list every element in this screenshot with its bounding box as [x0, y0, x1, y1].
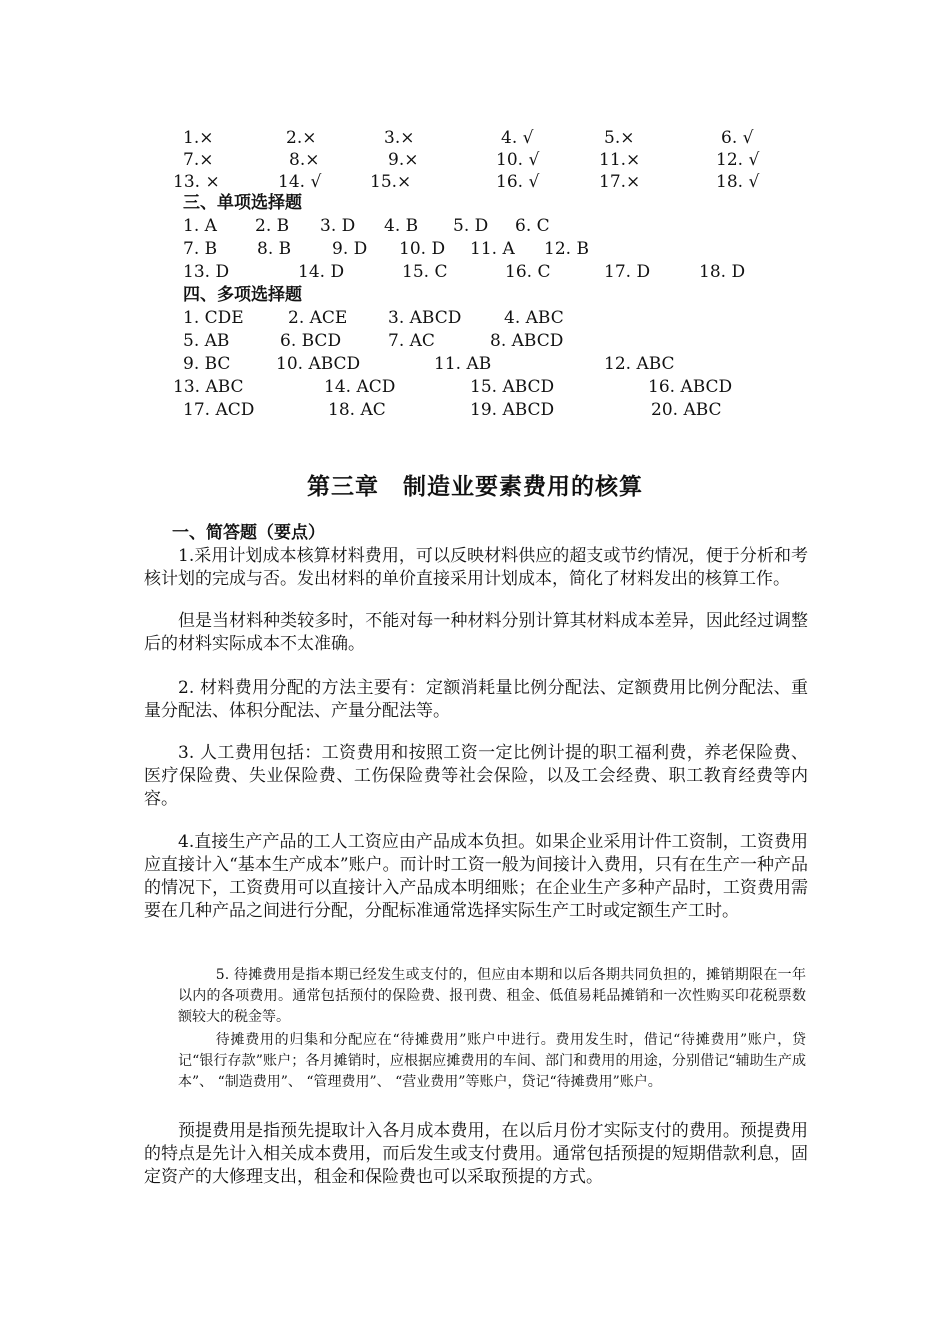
answer-paragraph-5: 5. 待摊费用是指本期已经发生或支付的，但应由本期和以后各期共同负担的，摊销期限在一年以内的各项费用。通常包括预付的保险费、报刊费、租金、低值易耗品摊销和一次性购买印花税票数额较大的税金等。	[178, 967, 806, 1025]
multi-answer: 13. ABC	[173, 377, 244, 397]
single-answer: 9. D	[332, 239, 368, 259]
single-answer: 4. B	[384, 216, 419, 236]
judge-answer: 8.×	[289, 150, 320, 170]
multi-answer: 4. ABC	[504, 308, 564, 328]
judge-answer: 5.×	[604, 128, 635, 148]
single-answer: 8. B	[257, 239, 292, 259]
single-answer: 13. D	[183, 262, 230, 282]
multi-answer: 5. AB	[183, 331, 230, 351]
judge-answer: 18. √	[716, 172, 760, 192]
multi-answer: 17. ACD	[183, 400, 255, 420]
multi-answer: 14. ACD	[324, 377, 396, 397]
answer-paragraph-accrued: 预提费用是指预先提取计入各月成本费用，在以后月份才实际支付的费用。预提费用的特点是先计入相关成本费用，而后发生或支付费用。通常包括预提的短期借款利息，固定资产的大修理支出，租金和保险费也可以采取预提的方式。	[144, 1121, 808, 1187]
multi-answer: 6. BCD	[280, 331, 342, 351]
judge-answer: 2.×	[286, 128, 317, 148]
judge-answer: 15.×	[370, 172, 412, 192]
chapter-title: 第三章 制造业要素费用的核算	[307, 473, 643, 500]
judge-answer: 7.×	[183, 150, 214, 170]
single-answer: 2. B	[255, 216, 290, 236]
multi-answer: 16. ABCD	[648, 377, 733, 397]
answer-paragraph-3: 3. 人工费用包括：工资费用和按照工资一定比例计提的职工福利费，养老保险费、医疗保险费、失业保险费、工伤保险费等社会保险，以及工会经费、职工教育经费等内容。	[144, 743, 808, 809]
multi-answer: 20. ABC	[651, 400, 722, 420]
judge-answer: 1.×	[183, 128, 214, 148]
single-answer: 3. D	[320, 216, 356, 236]
judge-answer: 13. ×	[173, 172, 220, 192]
single-answer: 12. B	[544, 239, 589, 259]
single-answer: 1. A	[183, 216, 217, 236]
answer-paragraph-1: 1.采用计划成本核算材料费用，可以反映材料供应的超支或节约情况，便于分析和考核计划的完成与否。发出材料的单价直接采用计划成本，简化了材料发出的核算工作。	[144, 546, 808, 589]
answer-paragraph-1-note: 但是当材料种类较多时，不能对每一种材料分别计算其材料成本差异，因此经过调整后的材料实际成本不太准确。	[144, 611, 808, 654]
single-answer: 16. C	[505, 262, 551, 282]
single-answer: 15. C	[402, 262, 448, 282]
single-answer: 5. D	[453, 216, 489, 236]
answer-paragraph-5-detail: 待摊费用的归集和分配应在“待摊费用”账户中进行。费用发生时，借记“待摊费用”账户，贷记“银行存款”账户；各月摊销时，应根据应摊费用的车间、部门和费用的用途，分别借记“辅助生产成本”、 “制造费用”、 “管理费用”、 “营业费用”等账户，贷记“待摊费用”账户。	[178, 1032, 806, 1090]
judge-answer: 14. √	[278, 172, 322, 192]
answer-paragraph-2: 2. 材料费用分配的方法主要有：定额消耗量比例分配法、定额费用比例分配法、重量分配法、体积分配法、产量分配法等。	[144, 678, 808, 721]
judge-answer: 3.×	[384, 128, 415, 148]
multi-answer: 7. AC	[388, 331, 435, 351]
judge-answer: 11.×	[599, 150, 641, 170]
multi-choice-heading: 四、多项选择题	[183, 285, 302, 305]
multi-answer: 8. ABCD	[490, 331, 564, 351]
multi-answer: 12. ABC	[604, 354, 675, 374]
multi-answer: 2. ACE	[288, 308, 348, 328]
section-heading: 一、简答题（要点）	[172, 523, 325, 543]
judge-answer: 16. √	[496, 172, 540, 192]
judge-answer: 4. √	[501, 128, 534, 148]
multi-answer: 1. CDE	[183, 308, 244, 328]
single-answer: 18. D	[699, 262, 746, 282]
judge-answer: 10. √	[496, 150, 540, 170]
single-answer: 11. A	[470, 239, 515, 259]
multi-answer: 18. AC	[328, 400, 386, 420]
multi-answer: 9. BC	[183, 354, 231, 374]
multi-answer: 15. ABCD	[470, 377, 555, 397]
multi-answer: 10. ABCD	[276, 354, 361, 374]
single-answer: 14. D	[298, 262, 345, 282]
multi-answer: 3. ABCD	[388, 308, 462, 328]
judge-answer: 9.×	[388, 150, 419, 170]
answer-paragraph-4: 4.直接生产产品的工人工资应由产品成本负担。如果企业采用计件工资制，工资费用应直接计入“基本生产成本”账户。而计时工资一般为间接计入费用，只有在生产一种产品的情况下，工资费用可以直接计入产品成本明细账；在企业生产多种产品时，工资费用需要在几种产品之间进行分配，分配标准通常选择实际生产工时或定额生产工时。	[144, 832, 808, 921]
single-answer: 17. D	[604, 262, 651, 282]
multi-answer: 11. AB	[434, 354, 492, 374]
judge-answer: 17.×	[599, 172, 641, 192]
multi-answer: 19. ABCD	[470, 400, 555, 420]
single-choice-heading: 三、单项选择题	[183, 193, 302, 213]
single-answer: 7. B	[183, 239, 218, 259]
judge-answer: 12. √	[716, 150, 760, 170]
single-answer: 6. C	[515, 216, 550, 236]
single-answer: 10. D	[399, 239, 446, 259]
judge-answer: 6. √	[721, 128, 754, 148]
